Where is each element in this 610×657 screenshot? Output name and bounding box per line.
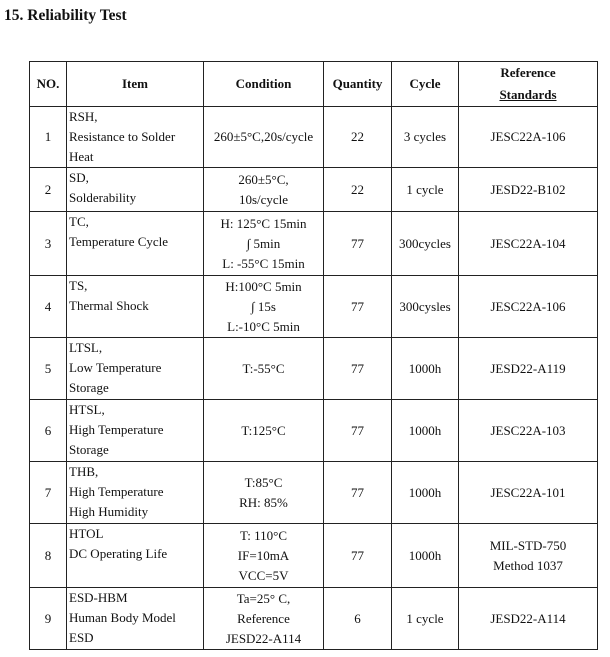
cell-condition (204, 276, 324, 338)
cell-cycle: 1000h (392, 400, 459, 462)
cell-no: 1 (30, 107, 67, 168)
cell-cycle: 1 cycle (392, 588, 459, 650)
item-line: High Temperature (69, 484, 164, 499)
table-row (30, 212, 598, 276)
item-line: DC Operating Life (69, 546, 168, 561)
item-line: ESD (69, 630, 94, 645)
item-line: Resistance to Solder (69, 129, 176, 144)
item-line: Heat (69, 149, 94, 164)
table-row (30, 338, 598, 400)
cell-condition (204, 400, 324, 462)
cell-cycle: 300cycles (392, 212, 459, 276)
cell-no: 5 (30, 338, 67, 400)
header-reference-line2: Standards (499, 87, 557, 102)
reference-line: JESC22A-101 (490, 484, 566, 500)
header-cycle: Cycle (392, 62, 459, 107)
cell-reference (459, 524, 598, 588)
cell-no: 2 (30, 168, 67, 212)
section-title: 15. Reliability Test (4, 7, 127, 24)
cell-item (67, 338, 204, 400)
cell-reference (459, 400, 598, 462)
item-line: Low Temperature (69, 360, 162, 375)
condition-line: 260±5°C, (238, 171, 289, 187)
item-line: HTOL (69, 526, 104, 541)
cell-cycle: 3 cycles (392, 107, 459, 168)
condition-line: H:100°C 5min (225, 278, 302, 294)
cell-condition (204, 212, 324, 276)
cell-item (67, 107, 204, 168)
item-line: High Temperature (69, 422, 164, 437)
header-no: NO. (30, 62, 67, 107)
cell-cycle: 1000h (392, 524, 459, 588)
item-line: LTSL, (69, 340, 103, 355)
header-item: Item (67, 62, 204, 107)
reference-line: Method 1037 (493, 557, 563, 573)
cell-no: 8 (30, 524, 67, 588)
cell-condition (204, 107, 324, 168)
condition-line: RH: 85% (239, 494, 288, 510)
condition-line: H: 125°C 15min (220, 215, 307, 231)
cell-quantity: 22 (324, 168, 392, 212)
cell-reference (459, 276, 598, 338)
cell-quantity: 77 (324, 338, 392, 400)
cell-quantity: 77 (324, 276, 392, 338)
condition-line: VCC=5V (238, 567, 289, 583)
condition-line: 260±5°C,20s/cycle (213, 129, 314, 144)
cell-item (67, 462, 204, 524)
reference-line: JESD22-A114 (490, 610, 566, 626)
item-line: RSH, (69, 109, 98, 124)
condition-line: Ta=25° C, (236, 590, 291, 606)
header-reference-line1: Reference (500, 65, 556, 80)
header-condition: Condition (204, 62, 324, 107)
condition-line: T:-55°C (242, 360, 285, 376)
header-reference-standards (459, 62, 598, 107)
condition-line: ∫ 15s (251, 298, 276, 314)
table-row (30, 462, 598, 524)
item-line: ESD-HBM (69, 590, 128, 605)
cell-no: 4 (30, 276, 67, 338)
reference-line: JESC22A-106 (490, 129, 566, 144)
item-line: Human Body Model (69, 610, 176, 625)
condition-line: T:85°C (244, 474, 283, 490)
condition-line: IF=10mA (237, 547, 290, 563)
cell-cycle: 300cysles (392, 276, 459, 338)
cell-no: 6 (30, 400, 67, 462)
cell-cycle: 1 cycle (392, 168, 459, 212)
cell-no: 9 (30, 588, 67, 650)
cell-reference (459, 107, 598, 168)
cell-reference (459, 462, 598, 524)
table-row (30, 276, 598, 338)
cell-condition (204, 462, 324, 524)
cell-cycle: 1000h (392, 462, 459, 524)
cell-condition (204, 168, 324, 212)
cell-item (67, 276, 204, 338)
reference-line: JESD22-A119 (490, 360, 566, 376)
cell-reference (459, 212, 598, 276)
table-row (30, 524, 598, 588)
item-line: SD, (69, 170, 89, 185)
condition-line: L:-10°C 5min (227, 318, 300, 334)
condition-line: T:125°C (241, 422, 286, 438)
cell-condition (204, 588, 324, 650)
item-line: TC, (69, 214, 89, 229)
item-line: Storage (69, 380, 109, 395)
table-row (30, 107, 598, 168)
cell-condition (204, 338, 324, 400)
item-line: High Humidity (69, 504, 149, 519)
reference-line: JESC22A-104 (490, 235, 566, 251)
cell-quantity: 77 (324, 212, 392, 276)
cell-item (67, 168, 204, 212)
condition-line: JESD22-A114 (225, 630, 302, 646)
table-header-row (30, 62, 598, 107)
item-line: Solderability (69, 190, 137, 205)
cell-quantity: 77 (324, 462, 392, 524)
reliability-test-table (29, 61, 598, 650)
cell-reference (459, 588, 598, 650)
condition-line: ∫ 5min (246, 235, 281, 251)
item-line: Temperature Cycle (69, 234, 169, 249)
reference-line: JESC22A-106 (490, 298, 566, 314)
table-row (30, 400, 598, 462)
cell-quantity: 22 (324, 107, 392, 168)
cell-item (67, 524, 204, 588)
cell-quantity: 77 (324, 400, 392, 462)
cell-quantity: 77 (324, 524, 392, 588)
cell-reference (459, 168, 598, 212)
item-line: HTSL, (69, 402, 105, 417)
item-line: Storage (69, 442, 109, 457)
item-line: Thermal Shock (69, 298, 149, 313)
cell-no: 7 (30, 462, 67, 524)
cell-item (67, 588, 204, 650)
cell-quantity: 6 (324, 588, 392, 650)
cell-item (67, 400, 204, 462)
reference-line: MIL-STD-750 (489, 537, 567, 553)
item-line: TS, (69, 278, 88, 293)
header-quantity: Quantity (324, 62, 392, 107)
item-line: THB, (69, 464, 99, 479)
table-row (30, 168, 598, 212)
table-row (30, 588, 598, 650)
cell-reference (459, 338, 598, 400)
condition-line: L: -55°C 15min (222, 255, 305, 271)
reference-line: JESD22-B102 (490, 181, 566, 197)
cell-condition (204, 524, 324, 588)
condition-line: 10s/cycle (238, 191, 289, 207)
cell-item (67, 212, 204, 276)
cell-cycle: 1000h (392, 338, 459, 400)
condition-line: Reference (237, 610, 290, 626)
condition-line: T: 110°C (239, 527, 288, 543)
cell-no: 3 (30, 212, 67, 276)
reference-line: JESC22A-103 (490, 422, 566, 438)
